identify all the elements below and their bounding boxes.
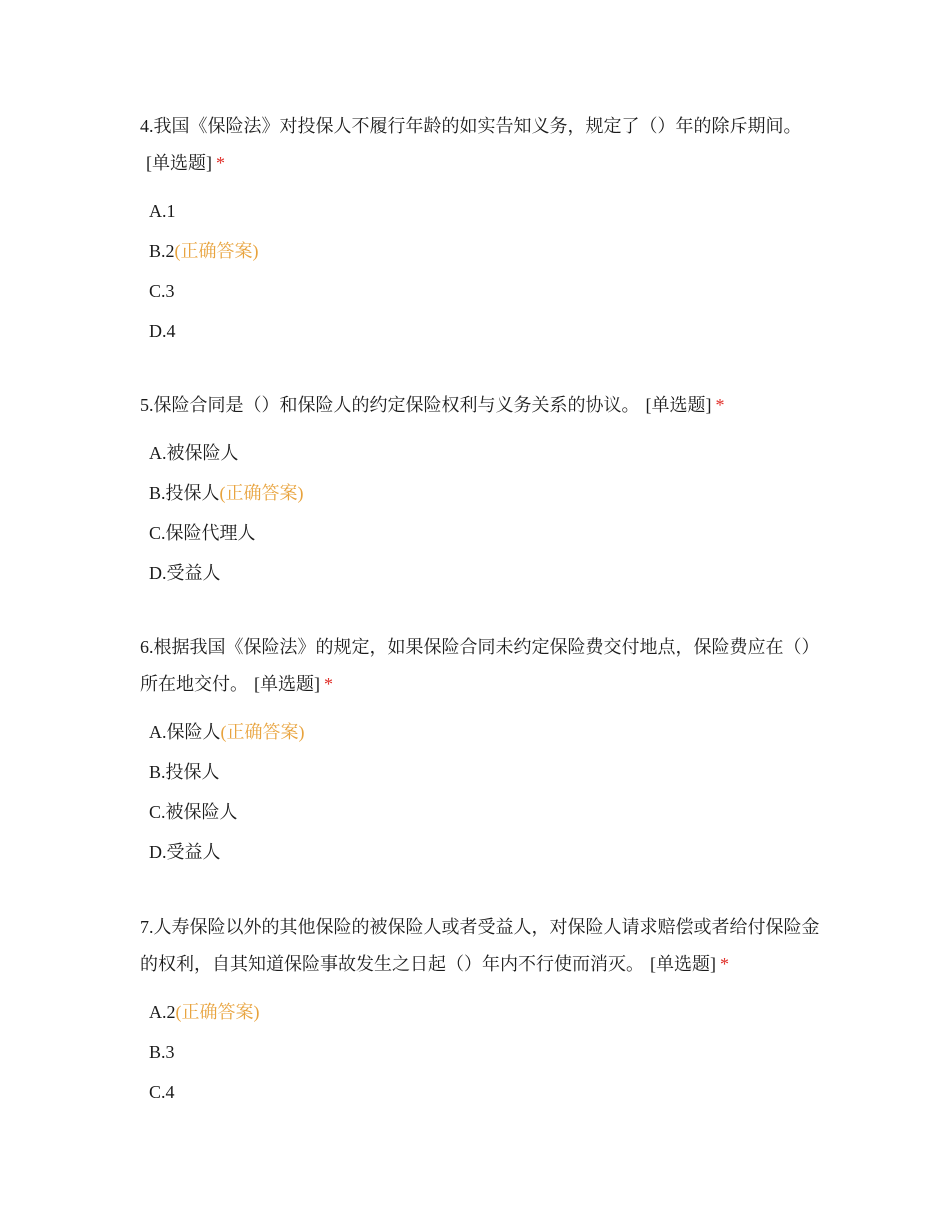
question-type-tag: [单选题] (645, 395, 712, 415)
option-label: D.受益人 (149, 563, 221, 583)
question-stem: 4.我国《保险法》对投保人不履行年龄的如实告知义务，规定了（）年的除斥期间。 (140, 116, 802, 136)
option-list (140, 712, 820, 872)
option-label: A.保险人 (149, 722, 221, 742)
option-label: B.3 (149, 1042, 175, 1062)
question-7 (140, 909, 820, 1112)
option-a[interactable] (140, 992, 820, 1032)
option-list (140, 433, 820, 593)
option-label: C.3 (149, 281, 175, 301)
required-asterisk: * (720, 954, 729, 974)
correct-answer-mark: (正确答案) (220, 722, 305, 742)
option-label: C.4 (149, 1082, 175, 1102)
question-type-tag: [单选题] (146, 153, 212, 173)
option-label: C.保险代理人 (149, 523, 256, 543)
option-d[interactable] (140, 832, 820, 872)
correct-answer-mark: (正确答案) (175, 1002, 260, 1022)
option-b[interactable] (140, 752, 820, 792)
required-asterisk: * (715, 395, 725, 415)
required-asterisk: * (324, 674, 333, 694)
option-b[interactable] (140, 1032, 820, 1072)
correct-answer-mark: (正确答案) (219, 483, 304, 503)
question-stem: 6.根据我国《保险法》的规定，如果保险合同未约定保险费交付地点，保险费应在（）所在地交付。 (140, 637, 820, 694)
option-label: D.4 (149, 321, 176, 341)
option-b[interactable] (140, 231, 820, 271)
question-text (140, 108, 820, 182)
option-c[interactable] (140, 1072, 820, 1112)
option-label: B.投保人 (149, 483, 220, 503)
question-type-tag: [单选题] (650, 954, 716, 974)
required-asterisk: * (216, 153, 225, 173)
question-type-tag: [单选题] (254, 674, 320, 694)
question-stem: 7.人寿保险以外的其他保险的被保险人或者受益人，对保险人请求赔偿或者给付保险金的权利，自其知道保险事故发生之日起（）年内不行使而消灭。 (140, 917, 820, 974)
option-c[interactable] (140, 792, 820, 832)
option-b[interactable] (140, 473, 820, 513)
question-6 (140, 629, 820, 872)
option-a[interactable] (140, 712, 820, 752)
question-text (140, 909, 820, 983)
option-label: C.被保险人 (149, 802, 238, 822)
correct-answer-mark: (正确答案) (174, 241, 259, 261)
option-list (140, 992, 820, 1112)
question-text (140, 387, 820, 424)
question-stem: 5.保险合同是（）和保险人的约定保险权利与义务关系的协议。 (140, 395, 640, 415)
option-label: A.1 (149, 201, 176, 221)
option-list (140, 191, 820, 351)
option-c[interactable] (140, 271, 820, 311)
option-d[interactable] (140, 311, 820, 351)
option-c[interactable] (140, 513, 820, 553)
option-label: A.被保险人 (149, 443, 239, 463)
option-d[interactable] (140, 553, 820, 593)
question-4 (140, 108, 820, 351)
option-label: B.2 (149, 241, 175, 261)
option-label: D.受益人 (149, 842, 221, 862)
question-5 (140, 387, 820, 593)
option-label: A.2 (149, 1002, 176, 1022)
option-a[interactable] (140, 191, 820, 231)
question-text (140, 629, 820, 703)
option-label: B.投保人 (149, 762, 220, 782)
option-a[interactable] (140, 433, 820, 473)
